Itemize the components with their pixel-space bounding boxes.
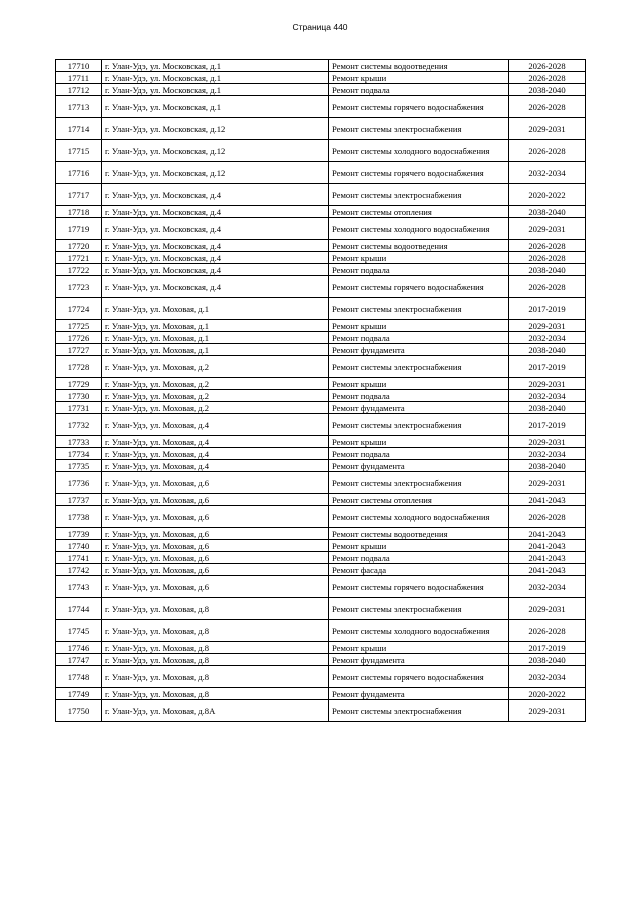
table-row (56, 436, 586, 448)
row-number-cell: 17715 (56, 140, 102, 162)
address-cell: г. Улан-Удэ, ул. Московская, д.4 (102, 218, 329, 240)
period-cell: 2017-2019 (509, 298, 586, 320)
period-cell: 2032-2034 (509, 576, 586, 598)
address-cell: г. Улан-Удэ, ул. Моховая, д.4 (102, 414, 329, 436)
row-number-cell: 17727 (56, 344, 102, 356)
work-type-cell: Ремонт фасада (329, 564, 509, 576)
row-number-cell: 17728 (56, 356, 102, 378)
row-number-cell: 17743 (56, 576, 102, 598)
row-number-cell: 17735 (56, 460, 102, 472)
address-cell: г. Улан-Удэ, ул. Московская, д.1 (102, 84, 329, 96)
period-cell: 2029-2031 (509, 218, 586, 240)
address-cell: г. Улан-Удэ, ул. Моховая, д.2 (102, 390, 329, 402)
table-row (56, 264, 586, 276)
table-row (56, 666, 586, 688)
table-row (56, 60, 586, 72)
period-cell: 2038-2040 (509, 402, 586, 414)
table-row (56, 96, 586, 118)
work-type-cell: Ремонт подвала (329, 390, 509, 402)
period-cell: 2041-2043 (509, 528, 586, 540)
registry-table (55, 59, 586, 722)
address-cell: г. Улан-Удэ, ул. Московская, д.1 (102, 60, 329, 72)
table-row (56, 402, 586, 414)
row-number-cell: 17741 (56, 552, 102, 564)
table-row (56, 552, 586, 564)
table-row (56, 688, 586, 700)
work-type-cell: Ремонт системы водоотведения (329, 528, 509, 540)
row-number-cell: 17748 (56, 666, 102, 688)
work-type-cell: Ремонт системы отопления (329, 494, 509, 506)
row-number-cell: 17747 (56, 654, 102, 666)
address-cell: г. Улан-Удэ, ул. Моховая, д.8 (102, 688, 329, 700)
period-cell: 2029-2031 (509, 378, 586, 390)
work-type-cell: Ремонт подвала (329, 552, 509, 564)
table-row (56, 564, 586, 576)
row-number-cell: 17716 (56, 162, 102, 184)
address-cell: г. Улан-Удэ, ул. Моховая, д.6 (102, 506, 329, 528)
table-row (56, 390, 586, 402)
work-type-cell: Ремонт системы отопления (329, 206, 509, 218)
period-cell: 2020-2022 (509, 184, 586, 206)
period-cell: 2032-2034 (509, 332, 586, 344)
address-cell: г. Улан-Удэ, ул. Моховая, д.8 (102, 666, 329, 688)
row-number-cell: 17737 (56, 494, 102, 506)
table-row (56, 252, 586, 264)
period-cell: 2026-2028 (509, 252, 586, 264)
work-type-cell: Ремонт системы электроснабжения (329, 700, 509, 722)
row-number-cell: 17736 (56, 472, 102, 494)
work-type-cell: Ремонт системы электроснабжения (329, 472, 509, 494)
address-cell: г. Улан-Удэ, ул. Моховая, д.6 (102, 552, 329, 564)
address-cell: г. Улан-Удэ, ул. Московская, д.4 (102, 206, 329, 218)
address-cell: г. Улан-Удэ, ул. Московская, д.4 (102, 240, 329, 252)
table-row (56, 118, 586, 140)
row-number-cell: 17718 (56, 206, 102, 218)
period-cell: 2029-2031 (509, 700, 586, 722)
period-cell: 2038-2040 (509, 654, 586, 666)
work-type-cell: Ремонт подвала (329, 264, 509, 276)
table-row (56, 576, 586, 598)
table-row (56, 206, 586, 218)
row-number-cell: 17732 (56, 414, 102, 436)
work-type-cell: Ремонт системы электроснабжения (329, 598, 509, 620)
period-cell: 2029-2031 (509, 118, 586, 140)
table-row (56, 240, 586, 252)
table-row (56, 218, 586, 240)
address-cell: г. Улан-Удэ, ул. Моховая, д.4 (102, 436, 329, 448)
row-number-cell: 17750 (56, 700, 102, 722)
table-row (56, 528, 586, 540)
row-number-cell: 17742 (56, 564, 102, 576)
row-number-cell: 17726 (56, 332, 102, 344)
address-cell: г. Улан-Удэ, ул. Московская, д.4 (102, 252, 329, 264)
work-type-cell: Ремонт системы горячего водоснабжения (329, 666, 509, 688)
period-cell: 2017-2019 (509, 642, 586, 654)
address-cell: г. Улан-Удэ, ул. Московская, д.1 (102, 96, 329, 118)
address-cell: г. Улан-Удэ, ул. Моховая, д.8 (102, 598, 329, 620)
work-type-cell: Ремонт системы электроснабжения (329, 414, 509, 436)
table-row (56, 276, 586, 298)
period-cell: 2038-2040 (509, 344, 586, 356)
address-cell: г. Улан-Удэ, ул. Московская, д.12 (102, 118, 329, 140)
address-cell: г. Улан-Удэ, ул. Моховая, д.8 (102, 654, 329, 666)
table-row (56, 598, 586, 620)
work-type-cell: Ремонт системы холодного водоснабжения (329, 620, 509, 642)
row-number-cell: 17710 (56, 60, 102, 72)
row-number-cell: 17730 (56, 390, 102, 402)
period-cell: 2041-2043 (509, 540, 586, 552)
table-row (56, 414, 586, 436)
address-cell: г. Улан-Удэ, ул. Моховая, д.6 (102, 528, 329, 540)
row-number-cell: 17714 (56, 118, 102, 140)
table-row (56, 140, 586, 162)
work-type-cell: Ремонт системы горячего водоснабжения (329, 96, 509, 118)
address-cell: г. Улан-Удэ, ул. Моховая, д.6 (102, 472, 329, 494)
table-row (56, 84, 586, 96)
row-number-cell: 17724 (56, 298, 102, 320)
table-row (56, 494, 586, 506)
work-type-cell: Ремонт системы водоотведения (329, 60, 509, 72)
address-cell: г. Улан-Удэ, ул. Моховая, д.2 (102, 402, 329, 414)
table-row (56, 298, 586, 320)
row-number-cell: 17713 (56, 96, 102, 118)
table-row (56, 472, 586, 494)
work-type-cell: Ремонт системы электроснабжения (329, 118, 509, 140)
row-number-cell: 17719 (56, 218, 102, 240)
period-cell: 2032-2034 (509, 162, 586, 184)
work-type-cell: Ремонт крыши (329, 320, 509, 332)
table-row (56, 654, 586, 666)
work-type-cell: Ремонт системы холодного водоснабжения (329, 218, 509, 240)
work-type-cell: Ремонт крыши (329, 252, 509, 264)
period-cell: 2029-2031 (509, 436, 586, 448)
period-cell: 2029-2031 (509, 598, 586, 620)
period-cell: 2026-2028 (509, 506, 586, 528)
period-cell: 2032-2034 (509, 390, 586, 402)
table-row (56, 184, 586, 206)
table-row (56, 332, 586, 344)
row-number-cell: 17744 (56, 598, 102, 620)
work-type-cell: Ремонт системы водоотведения (329, 240, 509, 252)
address-cell: г. Улан-Удэ, ул. Моховая, д.6 (102, 564, 329, 576)
address-cell: г. Улан-Удэ, ул. Моховая, д.4 (102, 448, 329, 460)
address-cell: г. Улан-Удэ, ул. Моховая, д.1 (102, 320, 329, 332)
row-number-cell: 17720 (56, 240, 102, 252)
row-number-cell: 17734 (56, 448, 102, 460)
work-type-cell: Ремонт системы холодного водоснабжения (329, 140, 509, 162)
table-row (56, 356, 586, 378)
work-type-cell: Ремонт фундамента (329, 344, 509, 356)
row-number-cell: 17740 (56, 540, 102, 552)
period-cell: 2029-2031 (509, 472, 586, 494)
work-type-cell: Ремонт фундамента (329, 654, 509, 666)
work-type-cell: Ремонт системы электроснабжения (329, 298, 509, 320)
period-cell: 2026-2028 (509, 276, 586, 298)
period-cell: 2026-2028 (509, 72, 586, 84)
work-type-cell: Ремонт крыши (329, 378, 509, 390)
work-type-cell: Ремонт системы горячего водоснабжения (329, 276, 509, 298)
address-cell: г. Улан-Удэ, ул. Московская, д.4 (102, 276, 329, 298)
row-number-cell: 17722 (56, 264, 102, 276)
row-number-cell: 17733 (56, 436, 102, 448)
period-cell: 2026-2028 (509, 60, 586, 72)
address-cell: г. Улан-Удэ, ул. Моховая, д.2 (102, 378, 329, 390)
row-number-cell: 17712 (56, 84, 102, 96)
work-type-cell: Ремонт крыши (329, 436, 509, 448)
address-cell: г. Улан-Удэ, ул. Моховая, д.2 (102, 356, 329, 378)
row-number-cell: 17721 (56, 252, 102, 264)
table-row (56, 700, 586, 722)
row-number-cell: 17746 (56, 642, 102, 654)
period-cell: 2032-2034 (509, 666, 586, 688)
table-row (56, 72, 586, 84)
period-cell: 2041-2043 (509, 552, 586, 564)
work-type-cell: Ремонт фундамента (329, 688, 509, 700)
work-type-cell: Ремонт системы электроснабжения (329, 356, 509, 378)
row-number-cell: 17749 (56, 688, 102, 700)
address-cell: г. Улан-Удэ, ул. Моховая, д.8 (102, 642, 329, 654)
page-header: Страница 440 (292, 22, 348, 32)
work-type-cell: Ремонт системы электроснабжения (329, 184, 509, 206)
work-type-cell: Ремонт крыши (329, 540, 509, 552)
work-type-cell: Ремонт системы холодного водоснабжения (329, 506, 509, 528)
row-number-cell: 17738 (56, 506, 102, 528)
row-number-cell: 17739 (56, 528, 102, 540)
address-cell: г. Улан-Удэ, ул. Московская, д.12 (102, 162, 329, 184)
address-cell: г. Улан-Удэ, ул. Моховая, д.1 (102, 332, 329, 344)
table-row (56, 344, 586, 356)
address-cell: г. Улан-Удэ, ул. Московская, д.12 (102, 140, 329, 162)
row-number-cell: 17731 (56, 402, 102, 414)
table-row (56, 506, 586, 528)
address-cell: г. Улан-Удэ, ул. Моховая, д.4 (102, 460, 329, 472)
address-cell: г. Улан-Удэ, ул. Московская, д.4 (102, 264, 329, 276)
address-cell: г. Улан-Удэ, ул. Моховая, д.1 (102, 344, 329, 356)
table-row (56, 162, 586, 184)
period-cell: 2017-2019 (509, 356, 586, 378)
row-number-cell: 17723 (56, 276, 102, 298)
period-cell: 2017-2019 (509, 414, 586, 436)
address-cell: г. Улан-Удэ, ул. Московская, д.4 (102, 184, 329, 206)
address-cell: г. Улан-Удэ, ул. Моховая, д.6 (102, 494, 329, 506)
period-cell: 2026-2028 (509, 240, 586, 252)
registry-table-body (56, 60, 586, 722)
work-type-cell: Ремонт подвала (329, 332, 509, 344)
period-cell: 2020-2022 (509, 688, 586, 700)
work-type-cell: Ремонт подвала (329, 84, 509, 96)
work-type-cell: Ремонт системы горячего водоснабжения (329, 162, 509, 184)
row-number-cell: 17729 (56, 378, 102, 390)
period-cell: 2041-2043 (509, 494, 586, 506)
period-cell: 2026-2028 (509, 96, 586, 118)
row-number-cell: 17711 (56, 72, 102, 84)
table-row (56, 642, 586, 654)
work-type-cell: Ремонт крыши (329, 72, 509, 84)
period-cell: 2038-2040 (509, 264, 586, 276)
table-row (56, 460, 586, 472)
period-cell: 2041-2043 (509, 564, 586, 576)
address-cell: г. Улан-Удэ, ул. Московская, д.1 (102, 72, 329, 84)
period-cell: 2026-2028 (509, 620, 586, 642)
row-number-cell: 17745 (56, 620, 102, 642)
address-cell: г. Улан-Удэ, ул. Моховая, д.6 (102, 576, 329, 598)
period-cell: 2026-2028 (509, 140, 586, 162)
work-type-cell: Ремонт фундамента (329, 402, 509, 414)
period-cell: 2038-2040 (509, 460, 586, 472)
address-cell: г. Улан-Удэ, ул. Моховая, д.8А (102, 700, 329, 722)
table-row (56, 448, 586, 460)
period-cell: 2038-2040 (509, 84, 586, 96)
table-row (56, 540, 586, 552)
period-cell: 2029-2031 (509, 320, 586, 332)
period-cell: 2038-2040 (509, 206, 586, 218)
table-row (56, 320, 586, 332)
address-cell: г. Улан-Удэ, ул. Моховая, д.8 (102, 620, 329, 642)
work-type-cell: Ремонт подвала (329, 448, 509, 460)
work-type-cell: Ремонт системы горячего водоснабжения (329, 576, 509, 598)
row-number-cell: 17717 (56, 184, 102, 206)
table-row (56, 620, 586, 642)
work-type-cell: Ремонт фундамента (329, 460, 509, 472)
work-type-cell: Ремонт крыши (329, 642, 509, 654)
table-row (56, 378, 586, 390)
row-number-cell: 17725 (56, 320, 102, 332)
address-cell: г. Улан-Удэ, ул. Моховая, д.6 (102, 540, 329, 552)
address-cell: г. Улан-Удэ, ул. Моховая, д.1 (102, 298, 329, 320)
period-cell: 2032-2034 (509, 448, 586, 460)
